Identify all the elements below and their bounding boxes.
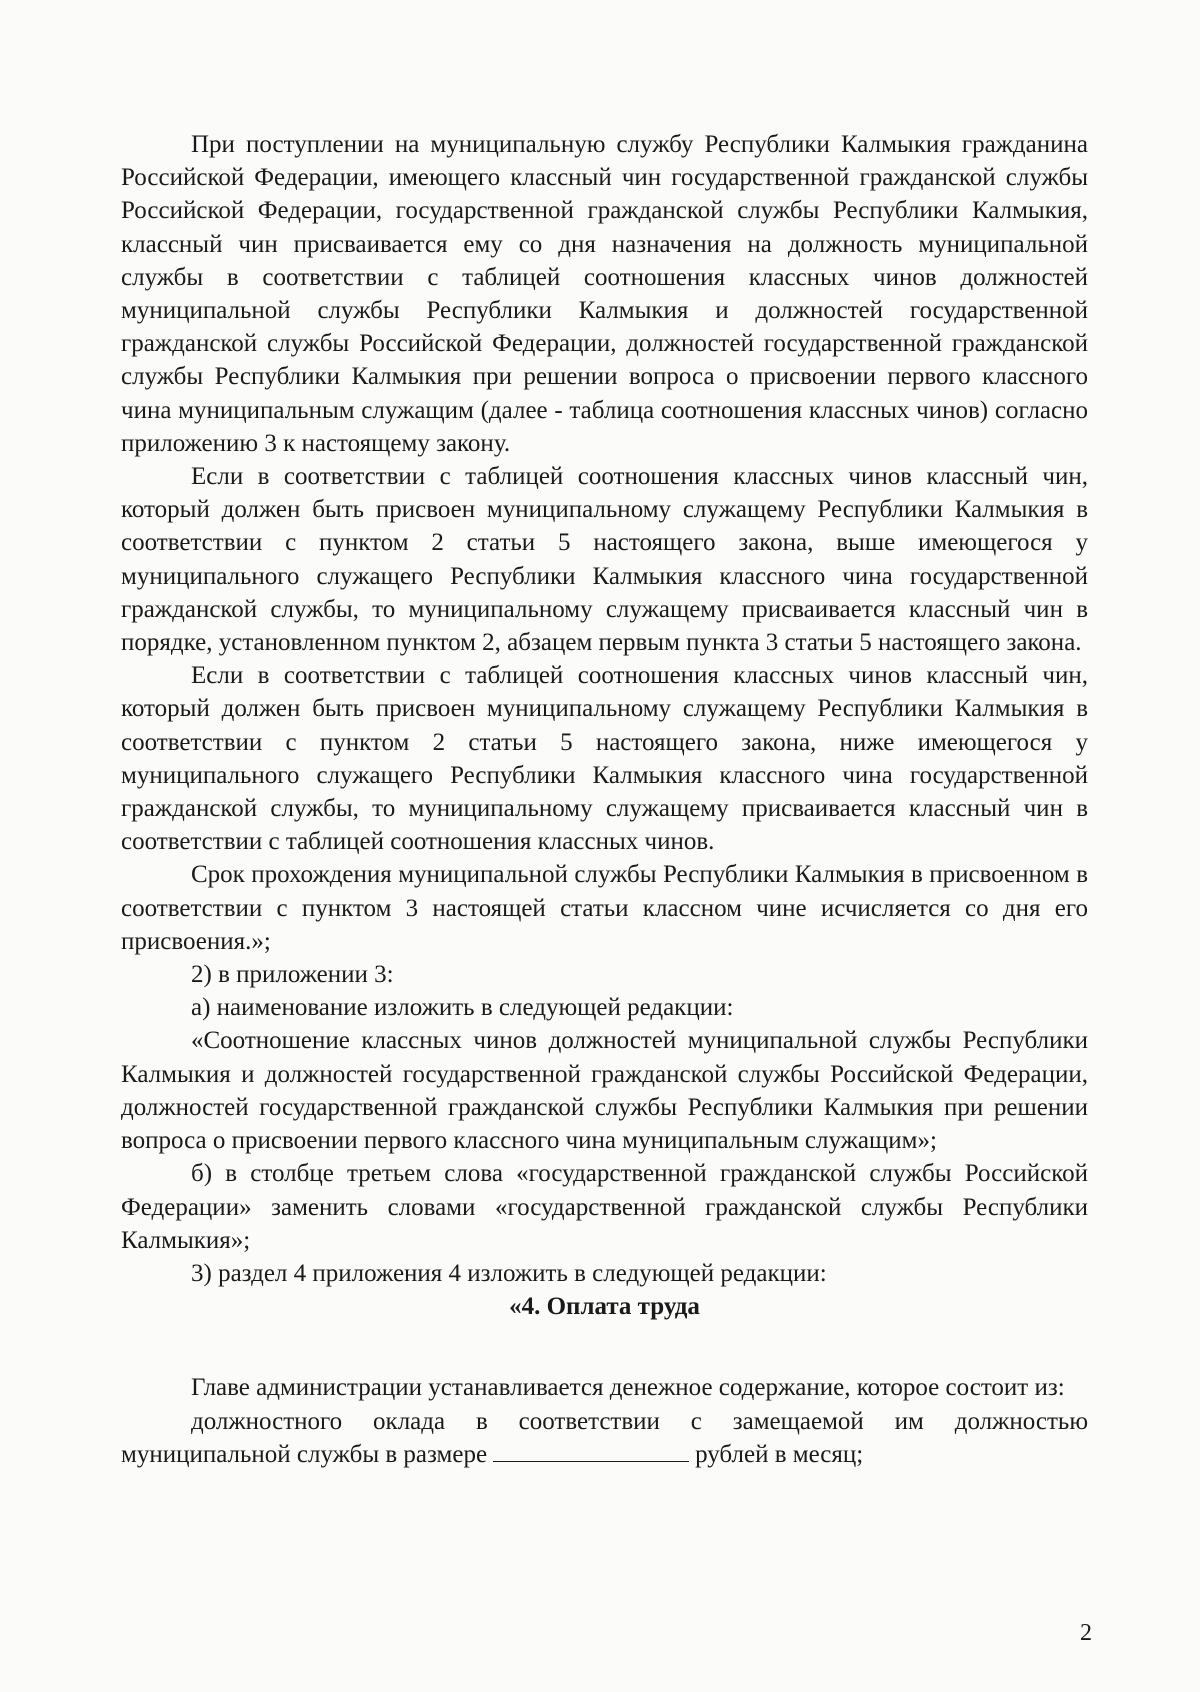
paragraph-9: 3) раздел 4 приложения 4 изложить в следующей редакции: (191, 1259, 827, 1287)
paragraph-6: а) наименование изложить в следующей редакции: (191, 994, 734, 1022)
paragraph-7: «Соотношение классных чинов должностей муниципальной службы Республики Калмыкия и должностей государственной гражданской службы Российской Федерации, должностей государственной гражданской службы Республики Калмыкия при решении вопроса о присвоении первого классного чина муниципальным служащим»; (121, 1027, 1088, 1155)
document-body (121, 128, 1088, 1471)
paragraph-3: Если в соответствии с таблицей соотношения классных чинов классный чин, который должен быть присвоен муниципальному служащему Республики Калмыкия в соответствии с пунктом 2 статьи 5 настоящего закона, ниже имеющегося у муниципального служащего Республики Калмыкия классного чина государственной гражданской службы, то муниципальному служащему присваивается классный чин в соответствии с таблицей соотношения классных чинов. (121, 662, 1088, 856)
salary-line-after: рублей в месяц; (695, 1440, 864, 1468)
salary-line-before: должностного оклада в соответствии с замещаемой им должностью муниципальной службы в размере (121, 1407, 1088, 1468)
paragraph-4: Срок прохождения муниципальной службы Республики Калмыкия в присвоенном в соответствии с пунктом 3 настоящей статьи классном чине исчисляется со дня его присвоения.»; (121, 861, 1088, 955)
paragraph-2: Если в соответствии с таблицей соотношения классных чинов классный чин, который должен быть присвоен муниципальному служащему Республики Калмыкия в соответствии с пунктом 2 статьи 5 настоящего закона, выше имеющегося у муниципального служащего Республики Калмыкия классного чина государственной гражданской службы, то муниципальному служащему присваивается классный чин в порядке, установленном пунктом 2, абзацем первым пункта 3 статьи 5 настоящего закона. (121, 463, 1088, 657)
section-paragraph-1: Главе администрации устанавливается денежное содержание, которое состоит из: (191, 1374, 1065, 1402)
paragraph-8: б) в столбце третьем слова «государственной гражданской службы Российской Федерации» заменить словами «государственной гражданской службы Республики Калмыкия»; (121, 1160, 1088, 1254)
section-heading: «4. Оплата труда (509, 1293, 700, 1321)
spacer (121, 1323, 1088, 1371)
paragraph-5: 2) в приложении 3: (191, 961, 394, 989)
salary-amount-blank (493, 1439, 689, 1462)
page-number: 2 (1080, 1620, 1092, 1646)
salary-line (121, 1405, 1088, 1471)
paragraph-1: При поступлении на муниципальную службу Республики Калмыкия гражданина Российской Федерации, имеющего классный чин государственной гражданской службы Российской Федерации, государственной гражданской службы Республики Калмыкия, классный чин присваивается ему со дня назначения на должность муниципальной службы в соответствии с таблицей соотношения классных чинов должностей муниципальной службы Республики Калмыкия и должностей государственной гражданской службы Российской Федерации, должностей государственной гражданской службы Республики Калмыкия при решении вопроса о присвоении первого классного чина муниципальным служащим (далее - таблица соотношения классных чинов) согласно приложению 3 к настоящему закону. (121, 131, 1088, 457)
